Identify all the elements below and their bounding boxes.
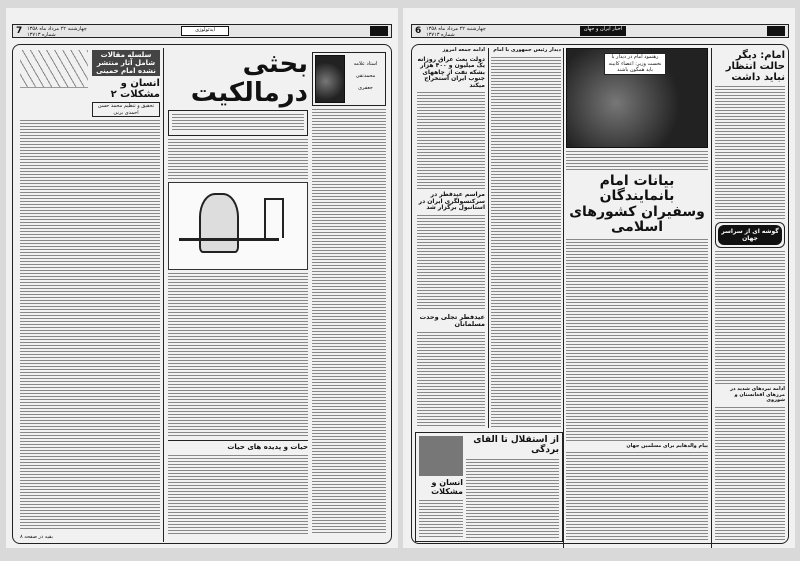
caption-line: محمدتقی (355, 73, 376, 79)
column-headline: مراسم عیدفطر در سرکنسولگری ایران در استانبول برگزار شد (418, 190, 485, 212)
article-text (715, 86, 785, 219)
date: چهارشنبه ۲۲ مرداد ماه ۱۳۵۸ (426, 26, 486, 32)
continued-note: بقیه در صفحه ۸ (20, 534, 53, 540)
right-masthead (411, 24, 789, 38)
left-masthead (12, 24, 392, 38)
column-divider (563, 48, 564, 548)
cartoon-figure (199, 193, 239, 253)
article-text (417, 92, 485, 188)
article-text (20, 120, 160, 531)
section-label: اخبار ایران و جهان (580, 26, 626, 36)
series-title: انسان و مشکلات (431, 478, 463, 496)
world-news-box (715, 222, 785, 248)
issue-number: شماره ۱۳۷۱۳ (426, 32, 455, 38)
photo-caption (348, 55, 383, 103)
issue-number: شماره ۱۳۷۱۳ (27, 32, 56, 38)
right-headline: امام: دیگر حالت انتظار نباید داشت (725, 50, 785, 83)
series-box (419, 436, 463, 476)
bottom-series-column (419, 436, 463, 538)
caption-line: استاد علامه (353, 61, 378, 67)
photo-caption-text (566, 151, 708, 171)
column-divider (488, 48, 489, 428)
right-newspaper-page (403, 8, 795, 548)
bottom-box (415, 432, 563, 542)
main-headline-line: وسفیران کشورهای اسلامی (569, 203, 705, 236)
bottom-article-column (466, 436, 559, 538)
series-author: تحقیق و تنظیم محمد حسن احمدی برنی (92, 102, 160, 117)
column-headline: عیدفطر تجلی وحدت مسلمانان (419, 313, 485, 329)
lower-section (168, 444, 308, 536)
left-column (20, 50, 160, 540)
cartoon-desk (179, 238, 279, 241)
main-headline-line: بیانات امام بانمایندگان (599, 173, 675, 205)
article-text (168, 139, 308, 179)
article-text (491, 57, 561, 429)
photo-box (312, 52, 386, 106)
center-column (566, 48, 708, 542)
series-stack (92, 50, 160, 117)
column-divider (163, 48, 164, 542)
column-headline: دولت بعث عراق روزانه یک میلیون و ۴۰۰ هزار بشکه نفت از چاههای جنوب ایران استخراج میکند (417, 55, 485, 89)
news-column-2 (491, 48, 561, 428)
photo-column (312, 52, 386, 534)
article-text (417, 332, 485, 428)
column-divider (711, 48, 712, 548)
article-text (566, 239, 708, 441)
news-photo (566, 48, 708, 148)
series-number: ۲ (110, 89, 117, 101)
caption-line: جعفری (358, 85, 373, 91)
newspaper-logo (767, 26, 785, 36)
summary-text (172, 114, 304, 132)
article-text (168, 273, 308, 436)
article-text (417, 215, 485, 311)
lower-headline: حیات و پدیده های حیات (227, 443, 308, 451)
main-headline: بحثی درمالکیت (190, 49, 308, 108)
world-news-title: گوشه ای از سراسر جهان (718, 225, 782, 245)
right-column (715, 50, 785, 540)
summary-box (168, 110, 308, 136)
bottom-headline: از استقلال تا القای بردگی (473, 435, 559, 455)
column-headline: پیام والدهایم برای مسلمین جهان (626, 442, 708, 449)
section-divider (168, 440, 308, 441)
cartoon-building (264, 198, 284, 238)
article-text (168, 455, 308, 536)
article-text (419, 500, 463, 538)
headline-column (168, 50, 308, 436)
article-text (566, 452, 708, 542)
main-headline (566, 174, 708, 236)
page-number: 6 (415, 26, 422, 36)
series-title-text: انسان و مشکلات (120, 78, 160, 101)
article-text (312, 109, 386, 534)
series-box: سلسله مقالات شامل آثار منتشر نشده امام خمینی (92, 50, 160, 76)
newspaper-logo (370, 26, 388, 36)
column-headline: ادامه نبردهای شدید در مرزهای افغانستان و شوروی (730, 386, 785, 404)
author-photo (315, 55, 345, 103)
section-label: ایدئولوژی (181, 26, 229, 36)
article-text (715, 407, 785, 540)
series-title (92, 78, 160, 100)
cartoon-illustration (168, 182, 308, 270)
article-text (466, 459, 559, 538)
left-newspaper-page (6, 8, 398, 548)
page-number: 7 (16, 26, 23, 36)
column-headline: دیدار رئیس جمهوری با امام (493, 47, 561, 53)
series-header-row (20, 50, 160, 117)
column-headline: ادامه جمعه امروز (442, 47, 485, 53)
diagram-illustration (20, 50, 88, 88)
article-text (715, 251, 785, 384)
photo-caption: رهنمود امام در دیدار با نخست وزیر: اعضاء کابینه باید همگون باشند (604, 53, 666, 75)
date: چهارشنبه ۲۲ مرداد ماه ۱۳۵۸ (27, 26, 87, 32)
news-column-1 (417, 48, 485, 428)
